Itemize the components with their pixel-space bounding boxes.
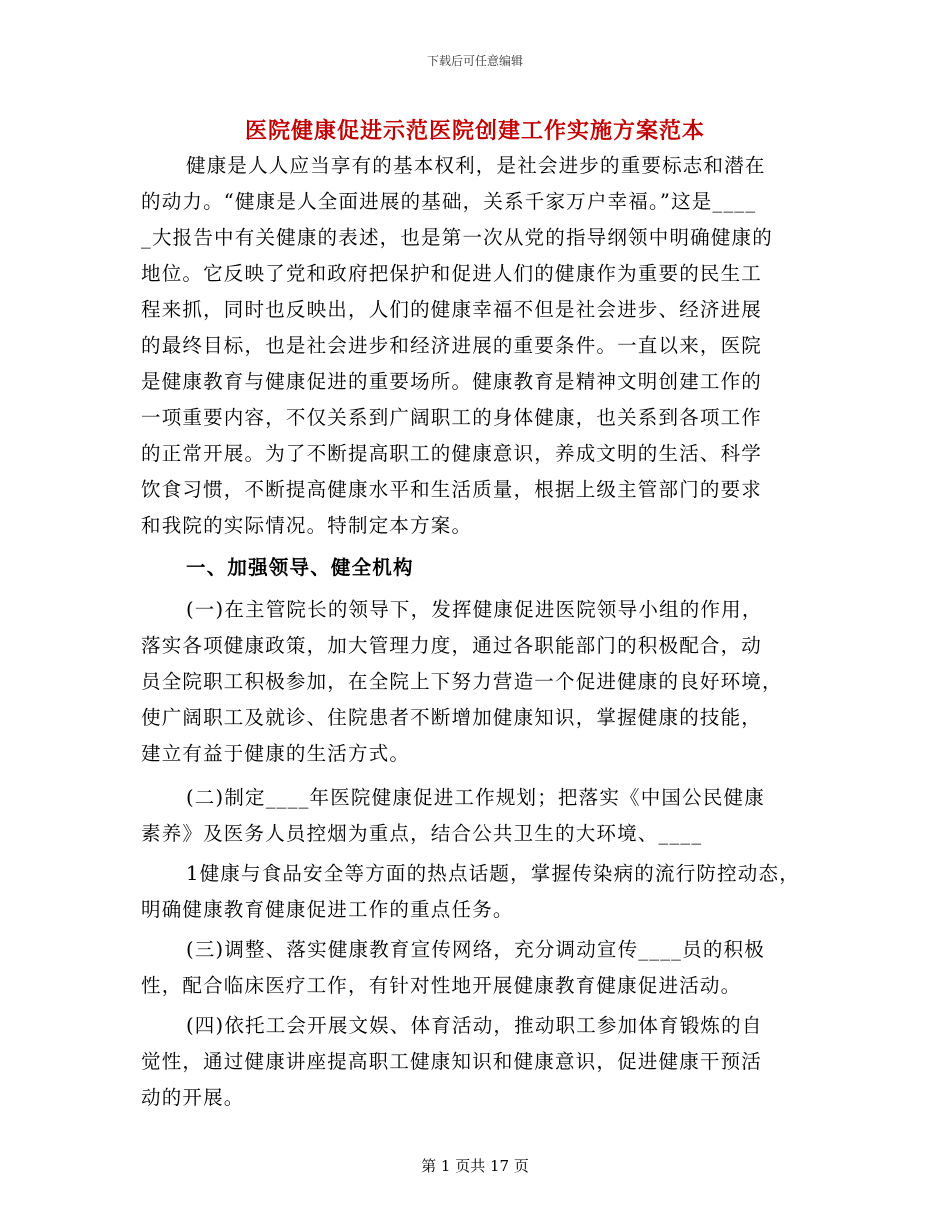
paragraph-line: 一项重要内容，不仅关系到广阔职工的身体健康，也关系到各项工作 xyxy=(141,406,763,429)
paragraph-line: 的正常开展。为了不断提高职工的健康意识，养成文明的生活、科学 xyxy=(141,442,763,465)
paragraph-line: 落实各项健康政策，加大管理力度，通过各职能部门的积极配合，动 xyxy=(141,634,763,657)
paragraph-line: 觉性，通过健康讲座提高职工健康知识和健康意识，促进健康干预活 xyxy=(141,1050,763,1073)
paragraph-line: (一)在主管院长的领导下，发挥健康促进医院领导小组的作用， xyxy=(186,598,763,621)
paragraph-line: (三)调整、落实健康教育宣传网络，充分调动宣传____员的积极 xyxy=(186,938,765,961)
paragraph-line: 的动力。“健康是人全面进展的基础，关系千家万户幸福。”这是____ xyxy=(141,190,757,213)
document-title: 医院健康促进示范医院创建工作实施方案范本 xyxy=(244,118,705,144)
paragraph-line: _大报告中有关健康的表述，也是第一次从党的指导纲领中明确健康的 xyxy=(141,226,773,249)
section-heading: 一、加强领导、健全机构 xyxy=(186,556,414,579)
header-note: 下载后可任意编辑 xyxy=(426,54,523,68)
paragraph-line: 和我院的实际情况。特制定本方案。 xyxy=(141,514,473,537)
paragraph-line: 明确健康教育健康促进工作的重点任务。 xyxy=(141,898,514,921)
paragraph-line: 是健康教育与健康促进的重要场所。健康教育是精神文明创建工作的 xyxy=(141,370,763,393)
paragraph-line: 1健康与食品安全等方面的热点话题，掌握传染病的流行防控动态， xyxy=(186,862,800,885)
paragraph-line: 性，配合临床医疗工作，有针对性地开展健康教育健康促进活动。 xyxy=(141,974,742,997)
paragraph-line: 素养》及医务人员控烟为重点，结合公共卫生的大环境、____ xyxy=(141,822,703,845)
paragraph-line: 饮食习惯，不断提高健康水平和生活质量，根据上级主管部门的要求 xyxy=(141,478,763,501)
page-number: 第 1 页共 17 页 xyxy=(421,1157,529,1175)
paragraph-line: 使广阔职工及就诊、住院患者不断增加健康知识，掌握健康的技能， xyxy=(141,706,763,729)
paragraph-line: (二)制定____年医院健康促进工作规划；把落实《中国公民健康 xyxy=(186,786,765,809)
paragraph-line: 建立有益于健康的生活方式。 xyxy=(141,742,411,765)
paragraph-line: 动的开展。 xyxy=(141,1086,245,1109)
paragraph-line: 地位。它反映了党和政府把保护和促进人们的健康作为重要的民生工 xyxy=(141,262,763,285)
paragraph-line: 程来抓，同时也反映出，人们的健康幸福不但是社会进步、经济进展 xyxy=(141,298,763,321)
paragraph-line: 健康是人人应当享有的基本权利，是社会进步的重要标志和潜在 xyxy=(186,154,766,177)
paragraph-line: (四)依托工会开展文娱、体育活动，推动职工参加体育锻炼的自 xyxy=(186,1014,763,1037)
paragraph-line: 员全院职工积极参加，在全院上下努力营造一个促进健康的良好环境， xyxy=(141,670,783,693)
paragraph-line: 的最终目标，也是社会进步和经济进展的重要条件。一直以来，医院 xyxy=(141,334,763,357)
